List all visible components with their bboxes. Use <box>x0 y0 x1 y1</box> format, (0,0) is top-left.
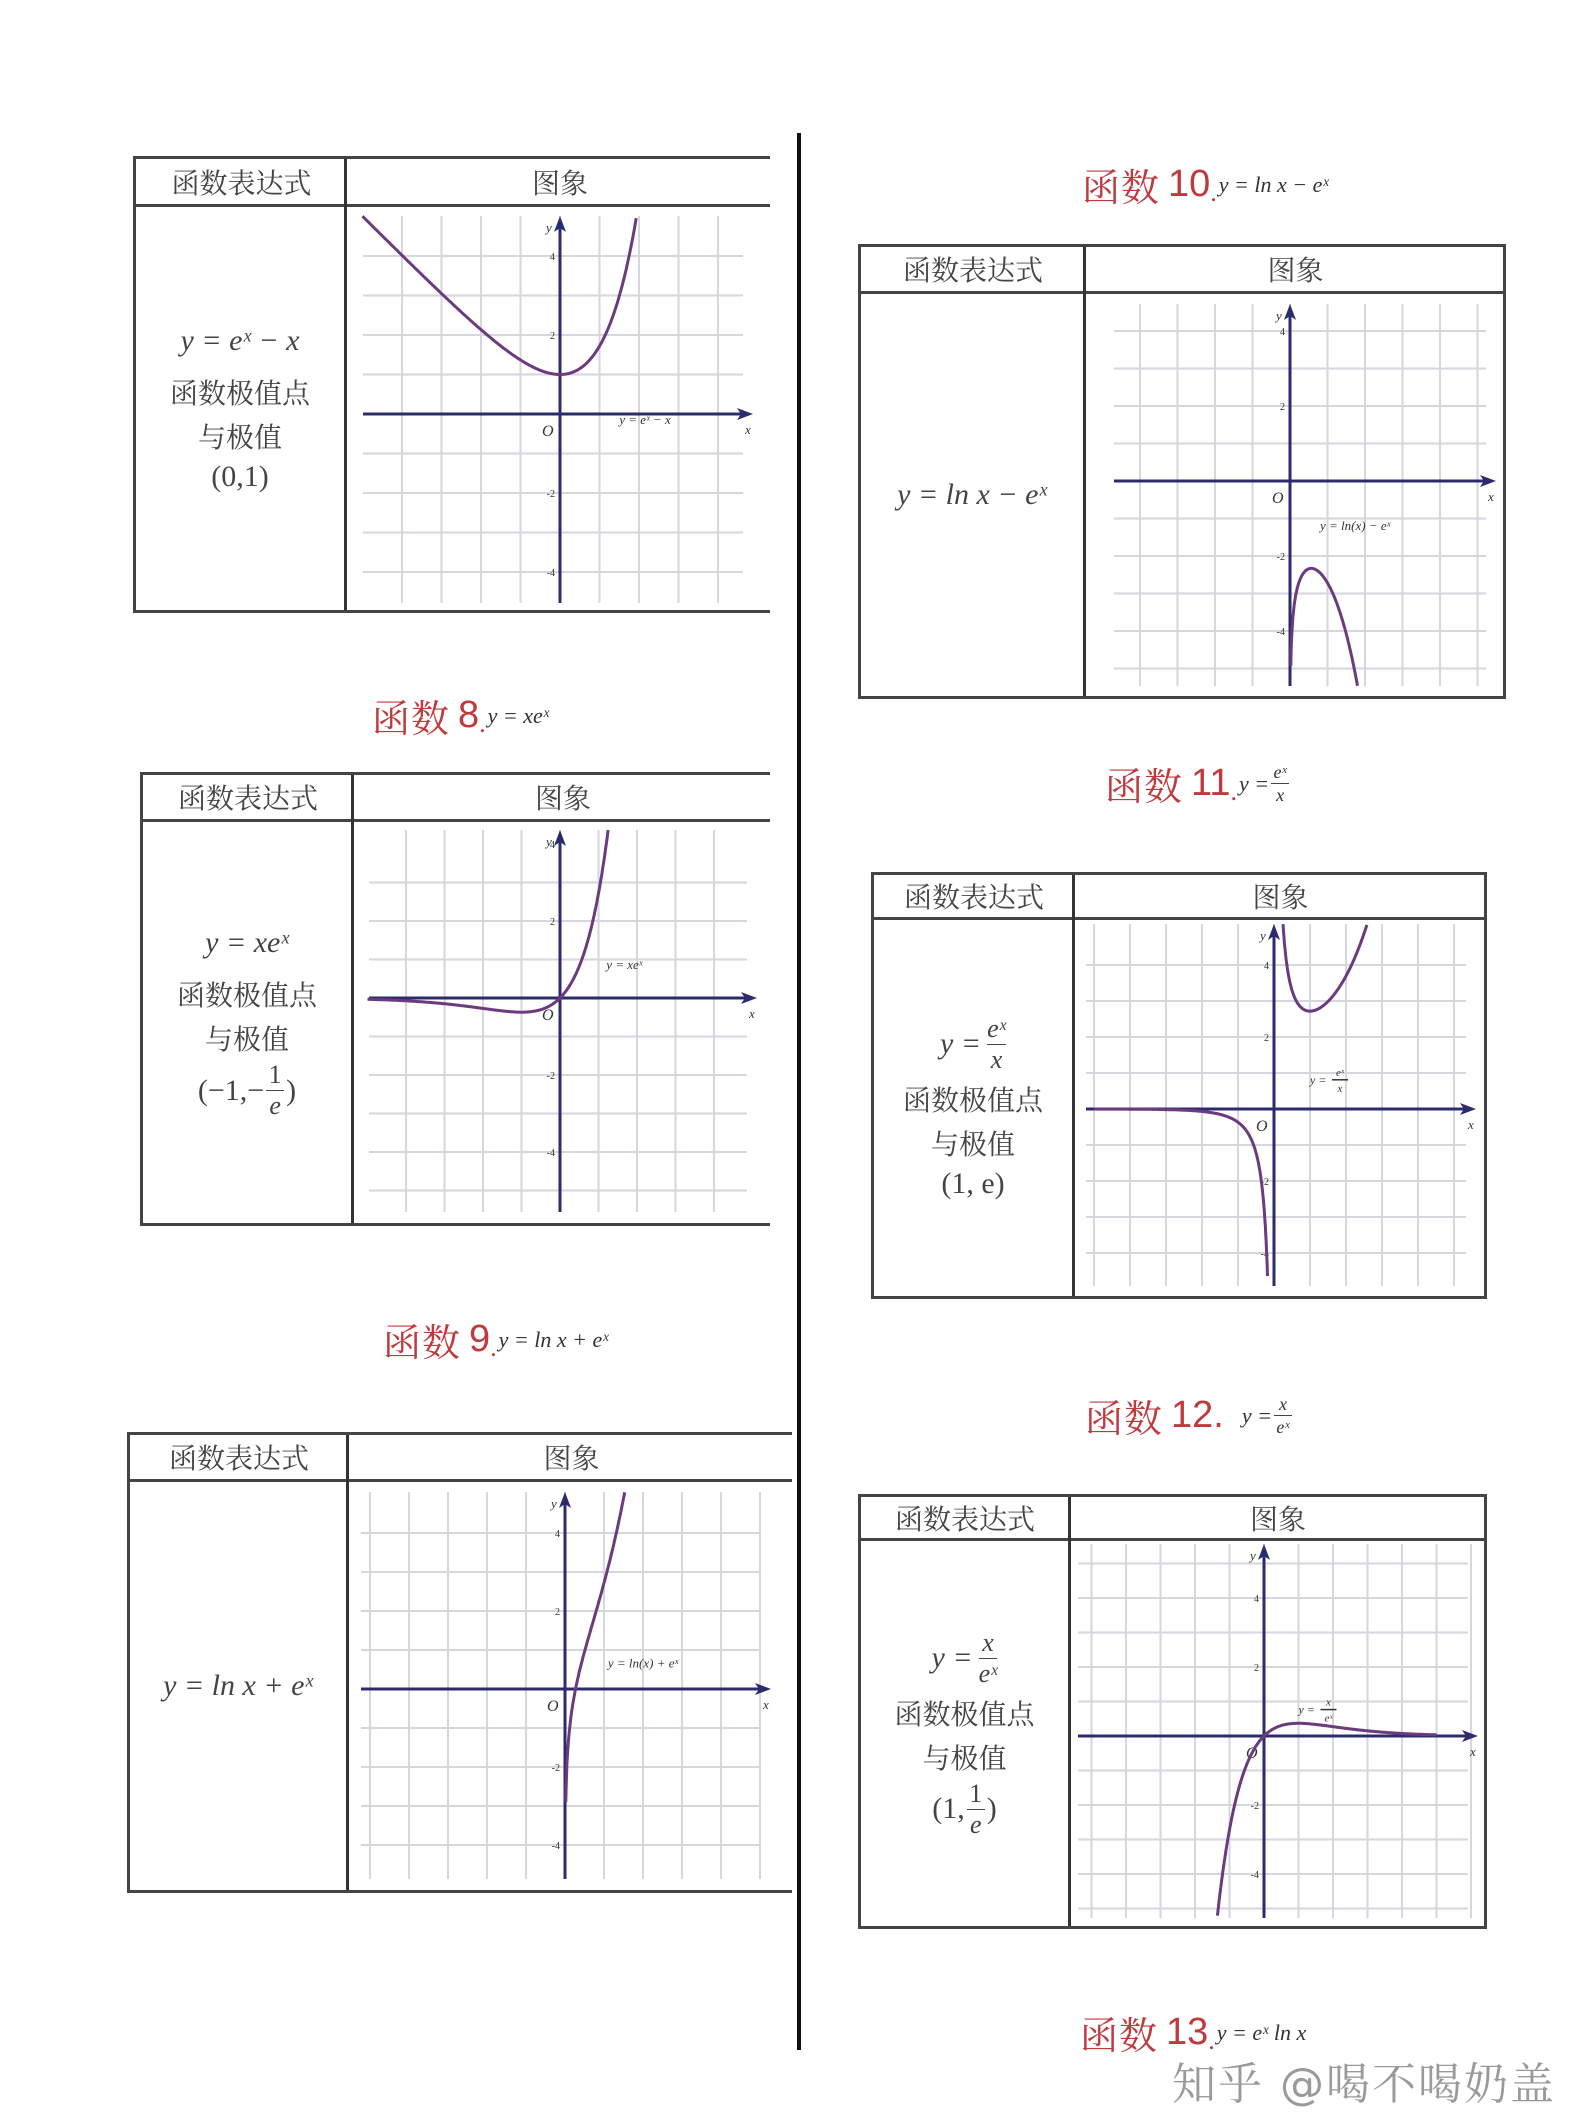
svg-text:O: O <box>1256 1118 1268 1135</box>
column-split <box>346 1435 349 1890</box>
svg-text:-4: -4 <box>1276 627 1285 638</box>
svg-text:-4: -4 <box>1260 1249 1269 1260</box>
svg-text:y: y <box>546 834 552 849</box>
svg-text:y = eˣ − x: y = eˣ − x <box>619 411 671 427</box>
svg-text:-2: -2 <box>551 1763 560 1774</box>
extremum-point: (1, $\frac{1}{e}$ ) <box>932 1778 997 1839</box>
header-graph: 图象 <box>534 782 591 815</box>
svg-text:2: 2 <box>1280 402 1285 413</box>
svg-text:-4: -4 <box>551 1841 560 1852</box>
header-expression: 函数表达式 <box>177 782 318 815</box>
title-dot: . <box>1210 178 1217 207</box>
title-prefix: 函数 <box>1105 765 1184 809</box>
svg-text:x: x <box>1337 1082 1343 1095</box>
svg-text:y = ln(x) + eˣ: y = ln(x) + eˣ <box>607 1655 679 1671</box>
svg-text:O: O <box>1246 1745 1258 1762</box>
title-prefix: 函数 <box>1080 2014 1159 2058</box>
title-dot: . <box>1208 2026 1215 2055</box>
expression-cell <box>130 1482 346 1890</box>
svg-text:2: 2 <box>550 917 555 928</box>
title-number: 9 <box>469 1318 491 1360</box>
header-graph: 图象 <box>1249 1502 1306 1536</box>
svg-text:-2: -2 <box>1260 1177 1269 1188</box>
svg-text:y: y <box>546 220 552 235</box>
extremum-point: (−1,− $\frac{1}{e}$ ) <box>197 1060 297 1120</box>
header-expression: 函数表达式 <box>894 1502 1035 1536</box>
svg-text:4: 4 <box>555 1529 560 1540</box>
svg-text:4: 4 <box>1264 961 1269 972</box>
table-header <box>136 159 770 207</box>
title-number: 10 <box>1168 163 1211 205</box>
svg-text:O: O <box>542 1007 554 1024</box>
svg-text:x: x <box>1326 1696 1331 1709</box>
title-formula: y = xeˣ <box>487 702 550 728</box>
section-title-11 <box>1105 756 1289 811</box>
svg-text:x: x <box>1468 1117 1474 1132</box>
table-header <box>861 247 1503 294</box>
extremum-label-2: 与极值 <box>204 1023 289 1056</box>
title-number: 8 <box>458 694 480 736</box>
column-split <box>1083 247 1086 696</box>
header-graph: 图象 <box>1252 881 1309 914</box>
title-formula: y = ln x − eˣ <box>1218 171 1329 197</box>
svg-text:4: 4 <box>1254 1594 1259 1605</box>
header-expression: 函数表达式 <box>171 166 312 200</box>
title-formula: y = eˣ ln x <box>1216 2019 1307 2045</box>
svg-text:-4: -4 <box>546 568 555 579</box>
function-graph-e-x-minus-x <box>357 212 757 607</box>
section-title-8 <box>372 688 549 743</box>
extremum-label-2: 与极值 <box>930 1127 1015 1161</box>
svg-text:y = xeˣ: y = xeˣ <box>606 957 643 973</box>
svg-text:y = ln(x) − eˣ: y = ln(x) − eˣ <box>1320 517 1391 533</box>
extremum-point: (1, e) <box>941 1166 1005 1200</box>
svg-text:2: 2 <box>555 1607 560 1618</box>
function-expression: y = $\frac{x}{\text{eˣ}}$ <box>931 1627 998 1688</box>
header-graph: 图象 <box>531 166 588 200</box>
svg-text:O: O <box>547 1698 559 1715</box>
title-number: 12. <box>1171 1394 1224 1436</box>
svg-text:4: 4 <box>550 252 555 263</box>
function-graph-lnx-plus-e-x <box>355 1488 775 1883</box>
function-graph-lnx-minus-e-x <box>1108 300 1500 690</box>
svg-text:O: O <box>542 423 554 440</box>
column-divider <box>797 133 801 2050</box>
title-prefix: 函数 <box>1085 1397 1164 1441</box>
svg-text:-4: -4 <box>1250 1870 1259 1881</box>
function-expression: y = $\frac{\text{eˣ}}{x}$ <box>940 1013 1006 1074</box>
header-expression: 函数表达式 <box>168 1442 309 1475</box>
table-header <box>130 1435 792 1482</box>
column-split <box>1068 1497 1071 1926</box>
table-header <box>861 1497 1484 1541</box>
svg-text:eˣ: eˣ <box>1336 1066 1344 1079</box>
section-title-9 <box>383 1312 608 1367</box>
expression-cell <box>136 207 344 610</box>
svg-text:y =: y = <box>1298 1702 1315 1717</box>
table-header <box>874 875 1484 920</box>
header-graph: 图象 <box>1267 254 1324 287</box>
expression-cell <box>861 294 1083 696</box>
svg-text:4: 4 <box>550 840 555 851</box>
svg-text:-4: -4 <box>546 1148 555 1159</box>
svg-text:2: 2 <box>1264 1033 1269 1044</box>
svg-text:y: y <box>1260 928 1266 943</box>
title-dot: . <box>479 709 486 738</box>
extremum-label: 函数极值点 <box>169 376 310 410</box>
column-split <box>351 775 354 1223</box>
title-formula: y = ln x + eˣ <box>498 1326 609 1352</box>
function-graph-e-x-over-x <box>1080 920 1480 1290</box>
svg-text:-2: -2 <box>1250 1801 1259 1812</box>
extremum-point: (0,1) <box>211 459 269 493</box>
header-expression: 函数表达式 <box>902 254 1043 287</box>
svg-text:x: x <box>763 1697 769 1712</box>
title-prefix: 函数 <box>383 1321 462 1365</box>
svg-text:2: 2 <box>550 331 555 342</box>
svg-text:O: O <box>1272 490 1284 507</box>
title-prefix: 函数 <box>1082 166 1161 210</box>
title-formula: y = $\frac{x}{\text{eˣ}}$ <box>1242 1395 1292 1436</box>
svg-text:eˣ: eˣ <box>1324 1712 1333 1725</box>
svg-text:x: x <box>1488 489 1494 504</box>
extremum-label-2: 与极值 <box>922 1741 1007 1775</box>
function-expression: y = xeˣ <box>205 926 289 959</box>
svg-text:y: y <box>1276 308 1282 323</box>
title-formula: y = $\frac{\text{eˣ}}{x}$ <box>1239 763 1289 804</box>
table-header <box>143 775 770 822</box>
svg-text:y: y <box>1250 1548 1256 1563</box>
svg-text:x: x <box>745 422 751 437</box>
function-expression: y = ln x − eˣ <box>897 478 1047 511</box>
title-prefix: 函数 <box>372 697 451 741</box>
svg-text:x: x <box>749 1006 755 1021</box>
header-graph: 图象 <box>543 1442 600 1475</box>
function-expression: y = eˣ − x <box>180 323 300 357</box>
svg-text:4: 4 <box>1280 327 1285 338</box>
column-split <box>1072 875 1075 1296</box>
column-split <box>344 159 347 610</box>
section-title-10 <box>1082 157 1329 212</box>
function-expression: y = ln x + eˣ <box>163 1669 313 1702</box>
svg-text:-2: -2 <box>546 1071 555 1082</box>
expression-cell <box>861 1541 1068 1926</box>
svg-text:-2: -2 <box>1276 552 1285 563</box>
extremum-label-2: 与极值 <box>197 420 282 454</box>
title-dot: . <box>490 1333 497 1362</box>
title-number: 13 <box>1166 2011 1209 2053</box>
extremum-label: 函数极值点 <box>902 1083 1043 1117</box>
svg-text:-2: -2 <box>546 489 555 500</box>
expression-cell <box>143 822 351 1223</box>
extremum-label: 函数极值点 <box>894 1697 1035 1731</box>
svg-text:2: 2 <box>1254 1663 1259 1674</box>
svg-text:x: x <box>1470 1744 1476 1759</box>
function-graph-x-over-e-x <box>1072 1540 1482 1922</box>
extremum-label: 函数极值点 <box>176 979 317 1012</box>
title-dot: . <box>1230 777 1237 806</box>
title-number: 11 <box>1191 762 1231 804</box>
expression-cell <box>874 920 1072 1296</box>
svg-text:y =: y = <box>1310 1072 1327 1087</box>
zhihu-watermark: 知乎 @喝不喝奶盖 <box>1172 2059 1556 2110</box>
function-graph-xe-x <box>363 826 761 1216</box>
section-title-12 <box>1085 1388 1292 1443</box>
svg-text:y: y <box>551 1496 557 1511</box>
header-expression: 函数表达式 <box>903 881 1044 914</box>
